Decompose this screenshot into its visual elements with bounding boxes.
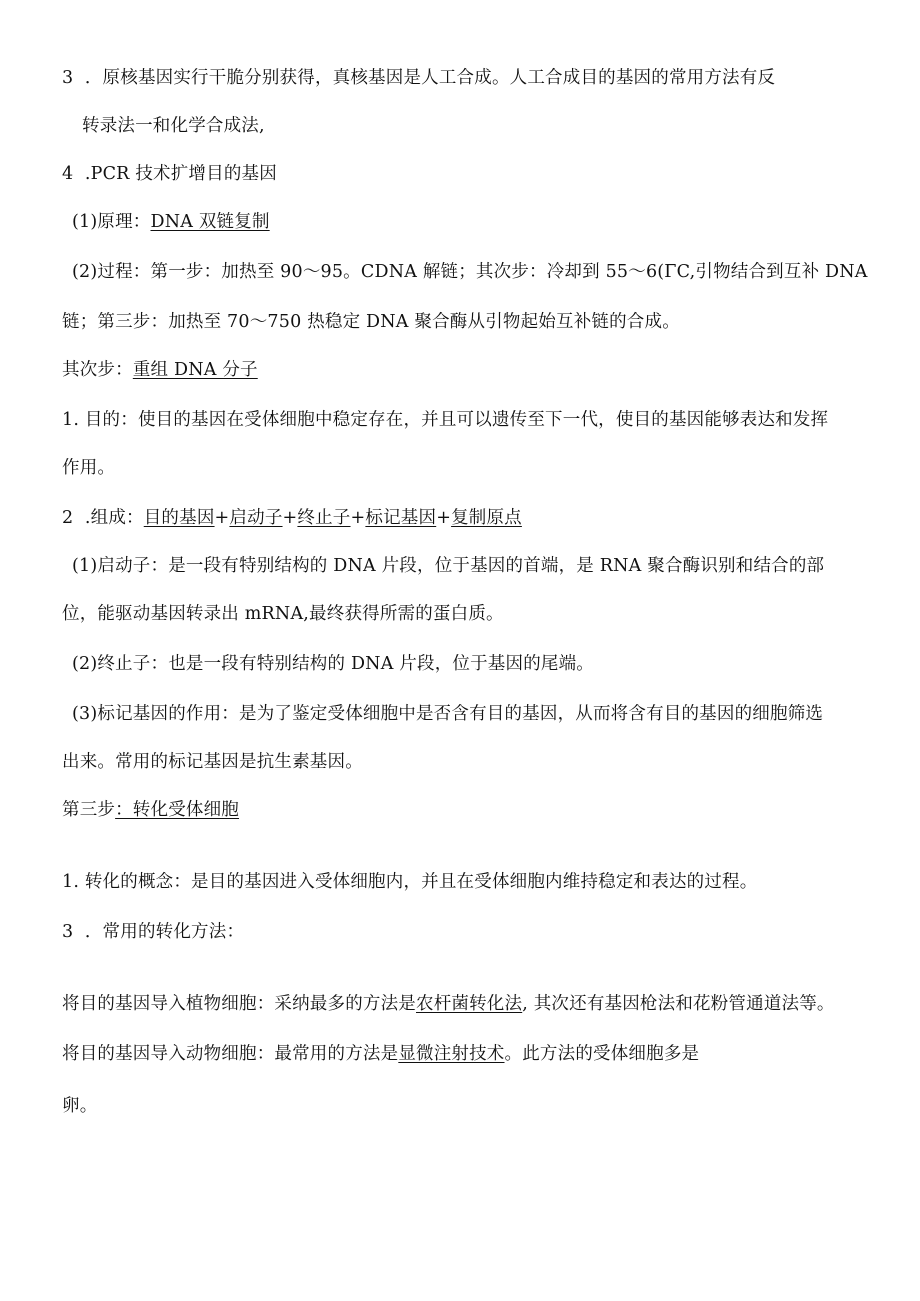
- label: 其次步：: [62, 360, 133, 380]
- plus-sign: +: [350, 508, 366, 528]
- label: 将目的基因导入动物细胞：最常用的方法是: [62, 1044, 399, 1064]
- text-span: 。此方法的受体细胞多是: [504, 1044, 700, 1064]
- underlined-term: 目的基因: [143, 508, 215, 528]
- text-line: 转录法一和化学合成法,: [82, 116, 265, 136]
- text-line: 出来。常用的标记基因是抗生素基因。: [62, 752, 363, 772]
- text-line: 作用。: [62, 458, 116, 478]
- section-heading: [62, 798, 239, 822]
- text-line: (2)过程：第一步：加热至 90～95。CDNA 解链；其次步：冷却到 55～6(ΓC,引物结合到互补 DNA: [72, 262, 868, 282]
- underlined-term: ：转化受体细胞: [115, 800, 240, 820]
- text-line: 3 ．原核基因实行干脆分别获得，真核基因是人工合成。人工合成目的基因的常用方法有反: [62, 68, 776, 88]
- text-line: 1. 转化的概念：是目的基因进入受体细胞内，并且在受体细胞内维持稳定和表达的过程。: [62, 872, 758, 892]
- text-line: 卵。: [62, 1096, 98, 1116]
- underlined-term: 标记基因: [365, 508, 437, 528]
- underlined-term: 启动子: [229, 508, 283, 528]
- underlined-term: 重组 DNA 分子: [132, 360, 258, 380]
- text-line: [62, 1042, 699, 1066]
- text-line: [62, 506, 522, 530]
- text-line: (3)标记基因的作用：是为了鉴定受体细胞中是否含有目的基因，从而将含有目的基因的细胞筛选: [72, 704, 824, 724]
- text-line: 1. 目的：使目的基因在受体细胞中稳定存在，并且可以遗传至下一代，使目的基因能够表达和发挥: [62, 410, 829, 430]
- label: 将目的基因导入植物细胞：采纳最多的方法是: [62, 994, 416, 1014]
- label: 第三步: [62, 800, 116, 820]
- plus-sign: +: [214, 508, 230, 528]
- plus-sign: +: [436, 508, 452, 528]
- text-line: [72, 210, 270, 234]
- underlined-term: DNA 双链复制: [150, 212, 270, 232]
- underlined-term: 农杆菌转化法: [416, 994, 523, 1014]
- text-line: 3 ．常用的转化方法：: [62, 922, 245, 942]
- plus-sign: +: [282, 508, 298, 528]
- text-line: (2)终止子：也是一段有特别结构的 DNA 片段，位于基因的尾端。: [72, 654, 594, 674]
- label: 2 .组成：: [62, 508, 144, 528]
- text-line: 链；第三步：加热至 70～750 热稳定 DNA 聚合酶从引物起始互补链的合成。: [62, 312, 680, 332]
- section-heading: [62, 358, 258, 382]
- text-line: (1)启动子：是一段有特别结构的 DNA 片段，位于基因的首端，是 RNA 聚合酶识别和结合的部: [72, 556, 825, 576]
- text-span: , 其次还有基因枪法和花粉管通道法等。: [522, 994, 835, 1014]
- underlined-term: 终止子: [297, 508, 351, 528]
- section-heading: 4 .PCR 技术扩增目的基因: [62, 164, 277, 184]
- text-line: [62, 992, 835, 1016]
- label: (1)原理：: [72, 212, 151, 232]
- text-line: 位，能驱动基因转录出 mRNA,最终获得所需的蛋白质。: [62, 604, 504, 624]
- underlined-term: 复制原点: [451, 508, 522, 528]
- underlined-term: 显微注射技术: [398, 1044, 505, 1064]
